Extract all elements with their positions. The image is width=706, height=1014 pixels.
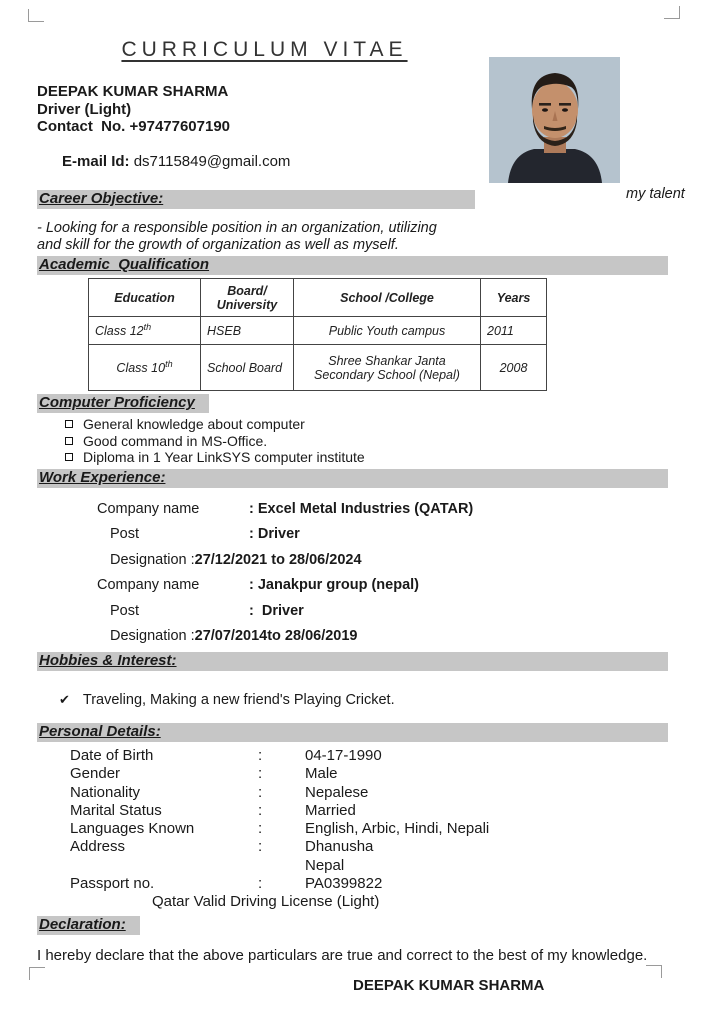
list-item-text: Diploma in 1 Year LinkSYS computer institute <box>83 449 365 465</box>
column-header-school-college: School /College <box>294 279 481 317</box>
cell-years: 2011 <box>481 317 547 345</box>
cell-school-line1: Shree Shankar Janta <box>328 353 446 368</box>
detail-colon: : <box>258 838 263 856</box>
detail-value: Nepal <box>305 856 345 874</box>
list-item-text: General knowledge about computer <box>83 416 305 432</box>
cell-school: Public Youth campus <box>294 317 481 345</box>
detail-label: Passport no. <box>70 875 155 893</box>
career-objective-paragraph <box>37 220 668 253</box>
page-title: CURRICULUM VITAE <box>121 38 408 61</box>
check-icon: ✔ <box>59 692 70 707</box>
detail-value: English, Arbic, Hindi, Nepali <box>305 820 490 838</box>
section-heading-work-experience <box>37 469 668 488</box>
designation-value: 27/07/2014to 28/06/2019 <box>194 628 358 644</box>
personal-heading-text: Personal Details: <box>39 723 161 740</box>
square-bullet-icon <box>65 453 73 461</box>
company-value: : Excel Metal Industries (QATAR) <box>249 500 474 517</box>
academic-table <box>88 278 547 391</box>
detail-value: Nepalese <box>305 783 369 801</box>
designation-label: Designation : <box>110 628 195 644</box>
post-label: Post <box>110 526 140 542</box>
computer-proficiency-list <box>65 416 668 466</box>
cell-years: 2008 <box>481 345 547 391</box>
section-heading-academic-qualification <box>37 256 668 275</box>
hobbies-text: Traveling, Making a new friend's Playing Cricket. <box>82 692 395 708</box>
post-value: : Driver <box>249 526 300 542</box>
hobbies-item <box>59 692 668 708</box>
detail-colon: : <box>258 783 263 801</box>
cell-education-sup: th <box>165 359 173 370</box>
crop-mark-top-left <box>28 9 44 22</box>
work-entry-post <box>37 603 668 620</box>
career-objective-line2: and skill for the growth of organization as well as myself. <box>37 236 399 253</box>
academic-heading-text: Academic Qualification <box>39 256 210 273</box>
candidate-role: Driver (Light) <box>37 100 132 118</box>
column-header-board-line1: Board/ <box>227 283 267 298</box>
column-header-board-line2: University <box>216 297 278 312</box>
detail-label: Nationality <box>70 783 141 801</box>
detail-row-date-of-birth <box>37 747 668 765</box>
career-objective-wrap-fragment: my talent <box>626 186 685 202</box>
detail-value: Married <box>305 801 356 819</box>
crop-mark-bottom-left <box>29 967 45 980</box>
detail-row-gender <box>37 765 668 783</box>
declaration-text: I hereby declare that the above particulars are true and correct to the best of my knowledge. <box>37 946 648 964</box>
personal-details-rows <box>37 747 668 912</box>
crop-mark-bottom-right <box>646 965 662 978</box>
detail-label: Marital Status <box>70 801 162 819</box>
cell-education-text: Class 10 <box>116 361 166 376</box>
square-bullet-icon <box>65 420 73 428</box>
work-entry-post <box>37 526 668 543</box>
detail-value: 04-17-1990 <box>305 747 382 764</box>
designation-value: 27/12/2021 to 28/06/2024 <box>194 551 362 568</box>
section-heading-personal-details <box>37 723 668 742</box>
detail-row-marital-status <box>37 802 668 820</box>
candidate-name: DEEPAK KUMAR SHARMA <box>37 83 229 100</box>
detail-label: Address <box>70 838 126 856</box>
cell-education <box>89 317 201 345</box>
column-header-board-university <box>201 279 294 317</box>
declaration-heading-text: Declaration: <box>39 915 126 933</box>
career-objective-line1: - Looking for a responsible position in an organization, utilizing <box>37 220 437 236</box>
work-heading-text: Work Experience: <box>39 468 166 486</box>
detail-value: Male <box>305 765 338 783</box>
work-entry-designation <box>37 552 668 569</box>
detail-row-passport-no <box>37 875 668 893</box>
crop-mark-top-right <box>664 6 680 19</box>
detail-colon: : <box>258 765 263 783</box>
company-label: Company name <box>97 500 200 517</box>
list-item-text: Good command in MS-Office. <box>83 432 268 449</box>
cell-education <box>89 345 201 391</box>
list-item <box>65 449 668 466</box>
detail-colon: : <box>258 801 263 819</box>
detail-row-languages-known <box>37 820 668 838</box>
detail-row-nationality <box>37 784 668 802</box>
company-value: : Janakpur group (nepal) <box>249 577 419 593</box>
driving-license-note: Qatar Valid Driving License (Light) <box>152 893 380 911</box>
portrait-photo-graphic <box>489 57 620 183</box>
post-label: Post <box>110 602 140 619</box>
work-entry-company <box>37 577 668 594</box>
cell-school <box>294 345 481 391</box>
table-row <box>89 345 547 391</box>
work-experience-entries <box>37 501 668 646</box>
computer-heading-text: Computer Proficiency <box>39 394 195 411</box>
cell-board: School Board <box>201 345 294 391</box>
detail-label: Gender <box>70 765 121 783</box>
detail-value: Dhanusha <box>305 838 374 856</box>
email-label: E-mail Id: <box>62 153 134 170</box>
hobbies-heading-text: Hobbies & Interest: <box>39 652 177 669</box>
detail-row-address-line2 <box>37 857 668 875</box>
detail-value: PA0399822 <box>305 875 383 893</box>
detail-label: Languages Known <box>70 820 195 838</box>
career-objective-heading-text: Career Objective: <box>39 190 164 207</box>
cell-education-text: Class 12 <box>95 324 144 339</box>
contact-line: Contact No. +97477607190 <box>37 118 231 135</box>
section-heading-hobbies-interest <box>37 652 668 671</box>
column-header-education: Education <box>89 279 201 317</box>
academic-table-header-row <box>89 279 547 317</box>
post-value: : Driver <box>249 602 304 619</box>
table-row <box>89 317 547 345</box>
column-header-years: Years <box>481 279 547 317</box>
work-entry-designation <box>37 628 668 645</box>
detail-colon: : <box>258 875 263 893</box>
designation-label: Designation : <box>110 551 195 568</box>
email-value: ds7115849@gmail.com <box>133 153 291 170</box>
detail-label: Date of Birth <box>70 747 154 764</box>
detail-colon: : <box>258 747 263 764</box>
detail-row-address <box>37 838 668 856</box>
detail-colon-empty <box>258 857 305 875</box>
portrait-photo <box>489 57 620 183</box>
detail-label-empty <box>70 857 258 875</box>
list-item <box>65 433 668 450</box>
signature-name: DEEPAK KUMAR SHARMA <box>353 976 545 994</box>
section-heading-computer-proficiency <box>37 394 209 413</box>
list-item <box>65 416 668 433</box>
cell-board: HSEB <box>201 317 294 345</box>
section-heading-career-objective <box>37 190 475 209</box>
work-entry-company <box>37 501 668 518</box>
cell-education-sup: th <box>143 322 152 333</box>
company-label: Company name <box>97 577 200 593</box>
square-bullet-icon <box>65 437 73 445</box>
cell-school-line2: Secondary School (Nepal) <box>314 367 460 382</box>
detail-colon: : <box>258 820 263 838</box>
section-heading-declaration <box>37 916 140 935</box>
